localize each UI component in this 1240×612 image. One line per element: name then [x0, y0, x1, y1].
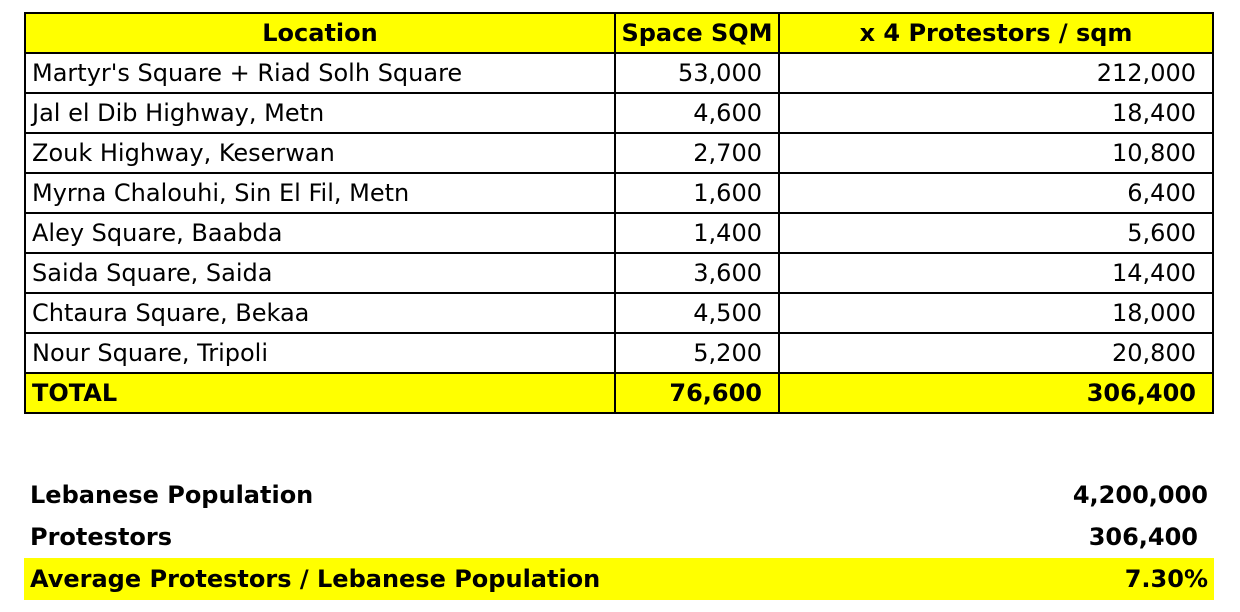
table-header-row [25, 13, 1213, 53]
population-label: Lebanese Population [30, 481, 314, 509]
header-location: Location [25, 13, 615, 53]
location-cell: Saida Square, Saida [25, 253, 615, 293]
protestors-cell: 14,400 [779, 253, 1213, 293]
table-row [25, 93, 1213, 133]
table-row [25, 213, 1213, 253]
space-cell: 4,500 [615, 293, 779, 333]
location-cell: Martyr's Square + Riad Solh Square [25, 53, 615, 93]
table-row [25, 53, 1213, 93]
table-row [25, 173, 1213, 213]
average-value: 7.30% [1124, 565, 1208, 593]
total-row [25, 373, 1213, 413]
total-label: TOTAL [25, 373, 615, 413]
space-cell: 5,200 [615, 333, 779, 373]
table-row [25, 253, 1213, 293]
total-space: 76,600 [615, 373, 779, 413]
space-cell: 4,600 [615, 93, 779, 133]
space-cell: 53,000 [615, 53, 779, 93]
location-cell: Aley Square, Baabda [25, 213, 615, 253]
location-cell: Chtaura Square, Bekaa [25, 293, 615, 333]
header-space-sqm: Space SQM [615, 13, 779, 53]
location-cell: Jal el Dib Highway, Metn [25, 93, 615, 133]
spreadsheet [24, 12, 1214, 414]
space-cell: 1,600 [615, 173, 779, 213]
protestors-cell: 10,800 [779, 133, 1213, 173]
protest-table [24, 12, 1214, 414]
total-protestors: 306,400 [779, 373, 1213, 413]
header-protestors-per-sqm: x 4 Protestors / sqm [779, 13, 1213, 53]
average-label: Average Protestors / Lebanese Population [30, 565, 601, 593]
table-row [25, 333, 1213, 373]
protestors-cell: 5,600 [779, 213, 1213, 253]
protestors-cell: 6,400 [779, 173, 1213, 213]
protestors-cell: 18,000 [779, 293, 1213, 333]
table-row [25, 133, 1213, 173]
location-cell: Nour Square, Tripoli [25, 333, 615, 373]
population-row [24, 474, 1214, 516]
population-value: 4,200,000 [1072, 481, 1208, 509]
space-cell: 3,600 [615, 253, 779, 293]
protestors-cell: 20,800 [779, 333, 1213, 373]
protestors-label: Protestors [30, 523, 173, 551]
location-cell: Zouk Highway, Keserwan [25, 133, 615, 173]
space-cell: 2,700 [615, 133, 779, 173]
protestors-cell: 212,000 [779, 53, 1213, 93]
protestors-row [24, 516, 1214, 558]
protestors-value: 306,400 [1088, 523, 1198, 551]
space-cell: 1,400 [615, 213, 779, 253]
protestors-cell: 18,400 [779, 93, 1213, 133]
location-cell: Myrna Chalouhi, Sin El Fil, Metn [25, 173, 615, 213]
table-row [25, 293, 1213, 333]
average-row [24, 558, 1214, 600]
summary-block [24, 474, 1214, 600]
